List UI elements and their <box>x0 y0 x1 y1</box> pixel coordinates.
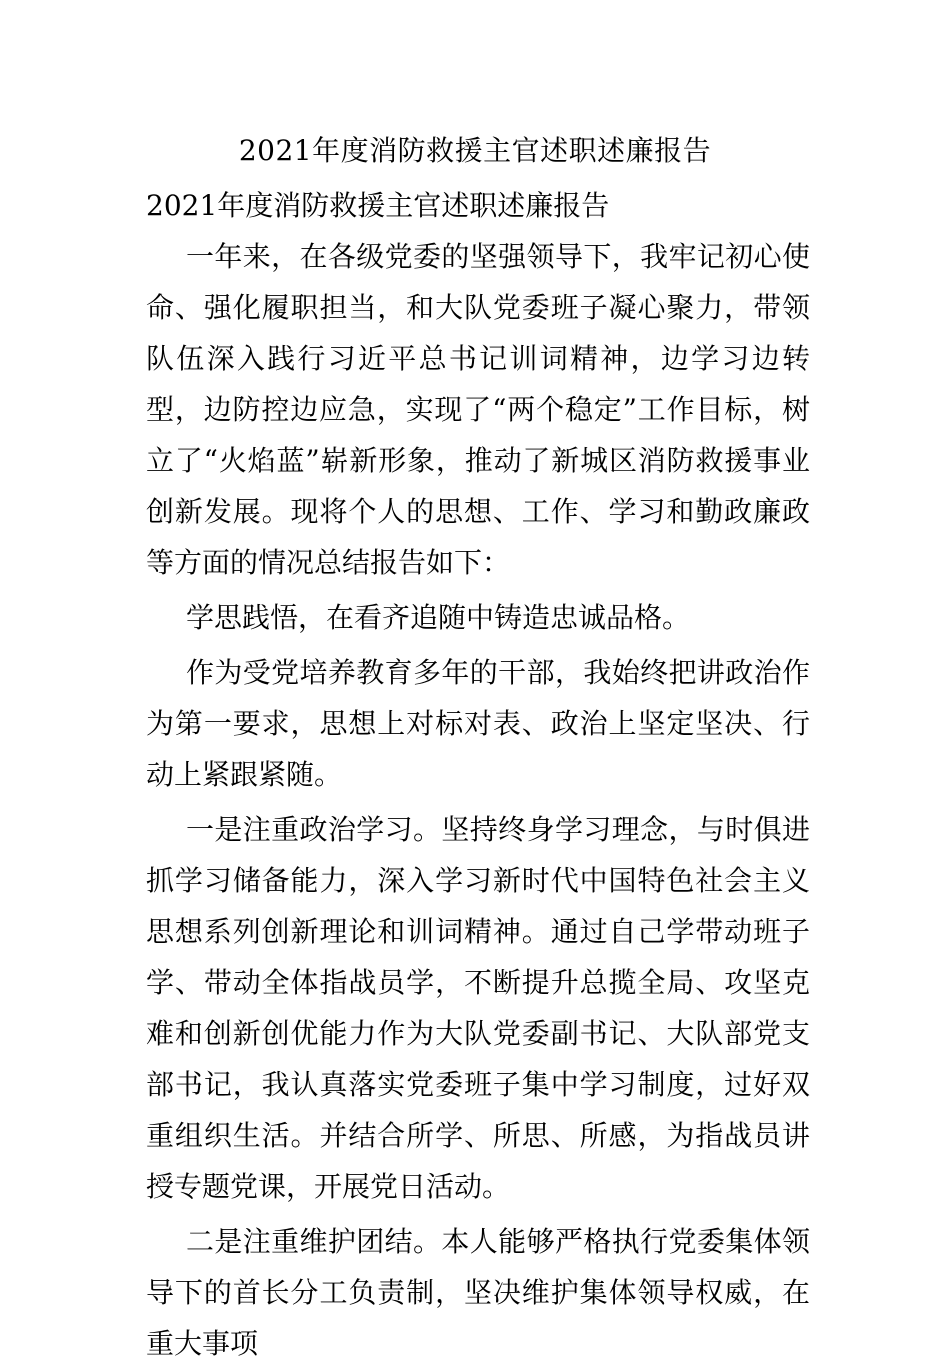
subtitle-paragraph: 2021年度消防救援主官述职述廉报告 <box>146 189 610 222</box>
document-body <box>146 180 810 1369</box>
document-title: 2021年度消防救援主官述职述廉报告 <box>238 134 712 167</box>
intro-paragraph: 一年来，在各级党委的坚强领导下，我牢记初心使命、强化履职担当，和大队党委班子凝心聚力，带领队伍深入践行习近平总书记训词精神，边学习边转型，边防控边应急，实现了“两个稳定”工作目标，树立了“火焰蓝”崭新形象，推动了新城区消防救援事业创新发展。现将个人的思想、工作、学习和勤政廉政等方面的情况总结报告如下： <box>146 240 810 579</box>
body-paragraph: 二是注重维护团结。本人能够严格执行党委集体领导下的首长分工负责制，坚决维护集体领导权威，在重大事项 <box>146 1225 810 1360</box>
section-heading-paragraph: 学思践悟，在看齐追随中铸造忠诚品格。 <box>186 601 691 634</box>
body-paragraph: 一是注重政治学习。坚持终身学习理念，与时俱进抓学习储备能力，深入学习新时代中国特色社会主义思想系列创新理论和训词精神。通过自己学带动班子学、带动全体指战员学，不断提升总揽全局、攻坚克难和创新创优能力作为大队党委副书记、大队部党支部书记，我认真落实党委班子集中学习制度，过好双重组织生活。并结合所学、所思、所感，为指战员讲授专题党课，开展党日活动。 <box>146 813 810 1203</box>
body-paragraph: 作为受党培养教育多年的干部，我始终把讲政治作为第一要求，思想上对标对表、政治上坚定坚决、行动上紧跟紧随。 <box>146 656 810 791</box>
